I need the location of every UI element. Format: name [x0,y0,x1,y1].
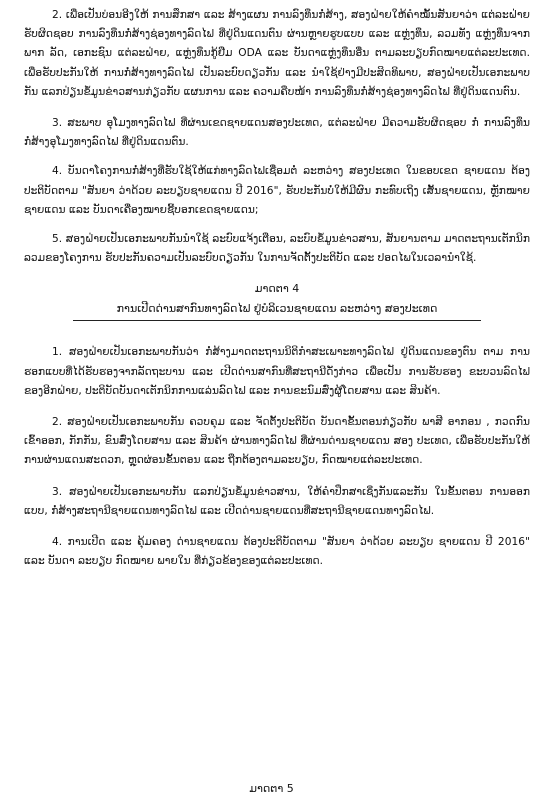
paragraph-3-tunnel: 3. ສະພາບ ອຸໂມງທາງລົດໄຟ ທີ່ຜ່ານເຂດຊາຍແດນສອງປະເທດ, ແຕ່ລະຝ່າຍ ມີຄວາມຮັບຜິດຊອບ ກໍ່ ການລົງທຶນກໍ່ສ້າງອຸໂມງທາງລົດໄຟ ທີ່ຢູ່ດິນແດນຕົນ. [24,117,530,149]
article-4-paragraph-3: 3. ສອງຝ່າຍເປັນເອກະພາບກັນ ແລກປ່ຽນຂໍ້ມູນຂ່າວສານ, ໃຫ້ຄໍາປຶກສາເຊິ່ງກັນແລະກັນ ໃນຂັ້ນຕອນ ການອອກແບບ, ກໍ່ສ້າງສະຖານີຊາຍແດນທາງລົດໄຟ ແລະ ເປີດດ່ານຊາຍແດນທີ່ສະຖານີຊາຍແດນທາງລົດໄຟ. [24,485,530,517]
article-4-paragraph-1: 1. ສອງຝ່າຍເປັນເອກະພາບກັນວ່າ ກໍ່ສ້າງມາດຕະຖານນິຕິກໍາສະເພາະທາງລົດໄຟ ຢູ່ດິນແດນຂອງຕົນ ຕາມ ການຮອກແບບທີ່ໄດ້ຮັບຮອງຈາກລັດຖະບານ ແລະ ເປີດດ່ານສາກົນທີ່ສະຖານີດັ່ງກ່າວ ເພື່ອເປັນ ການຮັບຮອງ ຂະບວນລົດໄຟຂອງອີກຝ່າຍ, ປະຕິບັດບັນດາເຕັກນິກການແລ່ນລົດໄຟ ແລະ ການຂະນົມສົ່ງຜູ້ໂດຍສານ ແລະ ສິນຄ້າ. [24,346,530,397]
paragraph-2-funding: 2. ເພື່ອເປັນບ່ອນອີງໃຫ້ ການສຶກສາ ແລະ ສ້າງແຜນ ການລົງທຶນກໍ່ສ້າງ, ສອງຝ່າຍໃຫ້ຄໍາໝັ້ນສັນຍາວ່າ ແຕ່ລະຝ່າຍຮັບຜິດຊອບ ການລົງທຶນກໍ່ສ້າງຊ່ອງທາງລົດໄຟ ທີ່ຢູ່ດິນແດນຕົນ ຜ່ານຫຼາຍຮູບແບບ ແລະ ແຫຼ່ງທຶນ, ລວມທັງ ແຫຼ່ງທຶນຈາກພາກ ລັດ, ເອກະຊົນ ແຕ່ລະຝ່າຍ, ແຫຼ່ງທຶນກູ້ຢືມ ODA ແລະ ບັນດາແຫຼ່ງທຶນອື່ນ ຕາມລະບຽບກົດໝາຍແຕ່ລະປະເທດ. ເພື່ອຮັບປະກັນໃຫ້ ການກໍ່ສ້າງທາງລົດໄຟ ເປັນລະບົບດຽວກັນ ແລະ ນໍາໃຊ້ຢ່າງມີປະສິດທິພາບ, ສອງຝ່າຍເປັນເອກະພາບກັນ ແລກປ່ຽນຂໍ້ມູນຂ່າວສານກ່ຽວກັບ ແຜນການ ແລະ ຄວາມຄືບໜ້າ ການລົງທຶນກໍ່ສ້າງຊ່ອງທາງລົດໄຟ ທີ່ຢູ່ດິນແດນຕົນ. [24,9,530,98]
document-body [24,6,530,583]
article-5-heading: ມາດຕາ 5 [249,782,294,795]
article-4-paragraph-2: 2. ສອງຝ່າຍເປັນເອກະພາບກັນ ຄວບຄຸມ ແລະ ຈັດຕັ້ງປະຕິບັດ ບັນດາຂັ້ນຕອນກ່ຽວກັບ ພາສີ ອາກອນ , ກວດກົນເຂົ້າອອກ, ກັກກັນ, ຂົນສົ່ງໂດຍສານ ແລະ ສິນຄ້າ ຜ່ານທາງລົດໄຟ ທີ່ຜ່ານດ່ານຊາຍແດນ ສອງ ປະເທດ, ເພື່ອຮັບປະກັນໃຫ້ ການຜ່ານແດນສະດວກ, ຫຼຸດຜ່ອນຂັ້ນຕອນ ແລະ ຖືກຕ້ອງຕາມລະບຽບ, ກົດໝາຍແຕ່ລະປະເທດ. [24,416,530,467]
article-4-heading: ມາດຕາ 4 [254,282,300,296]
paragraph-4-border-projects: 4. ບັນດາໂຄງການກໍ່ສ້າງທີ່ຮັບໃຊ້ໃຫ້ແກ່ທາງລົດໄຟເຊື່ອມຕໍ່ ລະຫວ່າງ ສອງປະເທດ ໃນຂອບເຂດ ຊາຍແດນ ຕ້ອງປະຕິບັດຕາມ "ສັນຍາ ວ່າດ້ວຍ ລະບຽບຊາຍແດນ ປີ 2016", ຮັບປະກັນບໍ່ໃຫ້ມີຜົນ ກະທົບເຖິງ ເສັ້ນຊາຍແດນ, ຫຼັກໝາຍຊາຍແດນ ແລະ ບັນດາເຄື່ອງໝາຍຊີ້ບອກເຂດຊາຍແດນ; [24,165,530,216]
article-4-title: ການເປີດດ່ານສາກົນທາງລົດໄຟ ຢູ່ບໍລິເວນຊາຍແດນ ລະຫວ່າງ ສອງປະເທດ [116,302,438,316]
article-4-paragraph-4: 4. ການເປີດ ແລະ ຄຸ້ມຄອງ ດ່ານຊາຍແດນ ຕ້ອງປະຕິບັດຕາມ "ສັນຍາ ວ່າດ້ວຍ ລະບຽບ ຊາຍແດນ ປີ 2016" ແລະ ບັນດາ ລະບຽບ ກົດໝາຍ ພາຍໃນ ທີ່ກ່ຽວຂ້ອງຂອງແຕ່ລະປະເທດ. [24,536,530,568]
title-underline [73,320,481,321]
paragraph-5-signalling: 5. ສອງຝ່າຍເປັນເອກະພາບກັນນໍາໃຊ້ ລະບົບແຈ້ງເຕືອນ, ລະບົບຂໍ້ມູນຂ່າວສານ, ສັນຍານຕາມ ມາດຕະຖານເຕັກນິກລວມຂອງໂຄງການ ຮັບປະກັນຄວາມເປັນລະບົບດຽວກັນ ໃນການຈັດຕັ້ງປະຕິບັດ ແລະ ປອດໄພໃນເວລານໍາໃຊ້. [24,233,530,265]
